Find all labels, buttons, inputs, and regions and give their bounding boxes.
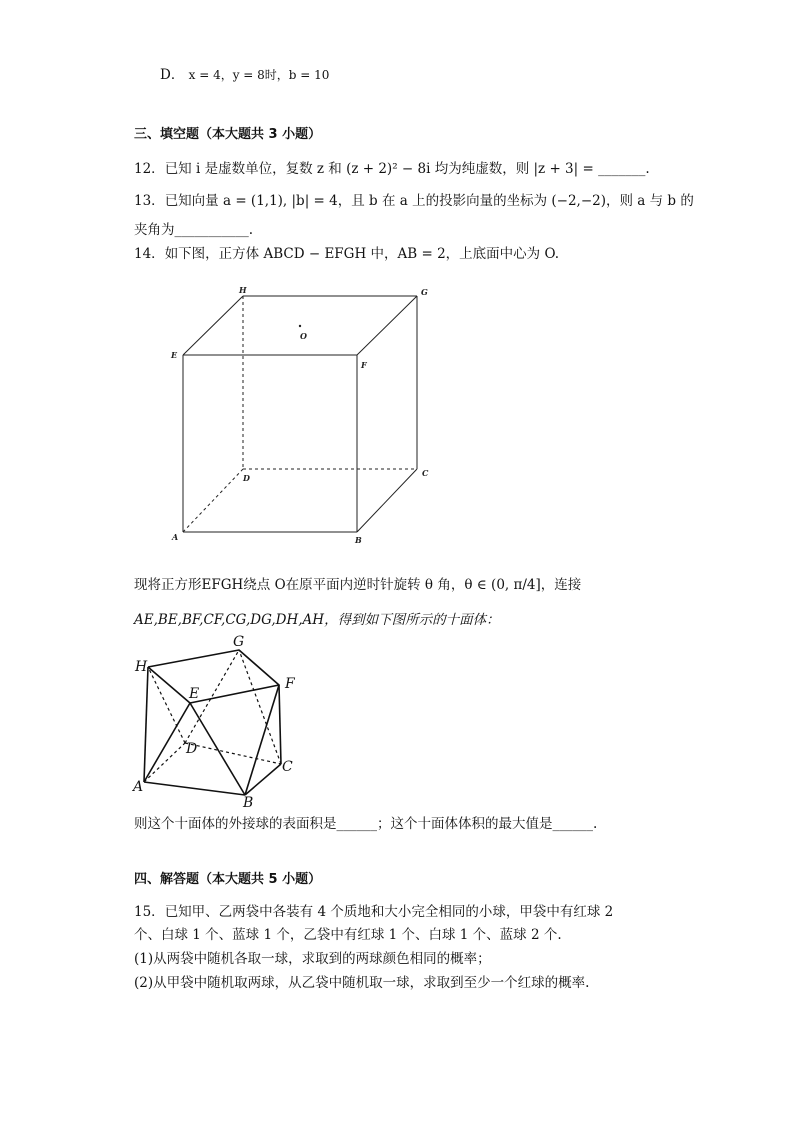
- option-d-text: x = 4，y = 8时，b = 10: [188, 68, 330, 82]
- cube-label-g: G: [421, 287, 428, 297]
- cube-label-o: O: [300, 331, 307, 341]
- q12-text: 已知 i 是虚数单位，复数 z 和 (z + 2)² − 8i 均为纯虚数，则 |z + 3| = _______.: [164, 161, 650, 177]
- option-d: [160, 66, 329, 84]
- question-14-line-1: [134, 245, 559, 263]
- deca-edge-ah: [144, 667, 148, 782]
- cube-edge-cb: [357, 469, 417, 532]
- option-d-label: D．: [160, 67, 185, 83]
- cube-center-o-dot: [299, 325, 301, 327]
- q14-line1: 如下图，正方体 ABCD − EFGH 中，AB = 2，上底面中心为 O.: [164, 246, 560, 262]
- cube-label-b: B: [355, 535, 362, 545]
- deca-edge-ad: [144, 743, 185, 782]
- deca-edge-bf: [245, 685, 279, 795]
- q15-number: 15．: [134, 904, 165, 920]
- deca-edge-ab: [144, 782, 245, 795]
- q13-line2: 夹角为___________.: [134, 222, 254, 238]
- question-13-line-1: [134, 192, 694, 210]
- q15-part1: (1)从两袋中随机各取一球，求取到的两球颜色相同的概率；: [134, 951, 491, 967]
- deca-label-c: C: [282, 759, 293, 775]
- cube-label-f: F: [361, 360, 367, 370]
- deca-label-g: G: [233, 634, 245, 650]
- cube-figure: [160, 280, 450, 550]
- cube-label-d: D: [243, 473, 250, 483]
- section-3-heading: 三、填空题（本大题共 3 小题）: [134, 127, 322, 142]
- deca-edge-cf: [279, 685, 281, 764]
- q14-number: 14．: [134, 246, 165, 262]
- q15-part2: (2)从甲袋中随机取两球，从乙袋中随机取一球，求取到至少一个红球的概率.: [134, 975, 590, 991]
- deca-label-f: F: [285, 676, 295, 692]
- q15-line2: 个、白球 1 个、蓝球 1 个，乙袋中有红球 1 个、白球 1 个、蓝球 2 个.: [134, 927, 562, 943]
- cube-label-c: C: [422, 468, 429, 478]
- q13-line1: 已知向量 a = (1,1), |b| = 4，且 b 在 a 上的投影向量的坐标为 (−2,−2)，则 a 与 b 的: [164, 193, 694, 209]
- deca-edge-dh: [148, 667, 185, 743]
- decahedron-figure: [130, 632, 310, 810]
- q15-line1: 已知甲、乙两袋中各装有 4 个质地和大小完全相同的小球，甲袋中有红球 2: [164, 904, 614, 920]
- deca-edge-be: [190, 703, 245, 795]
- deca-edge-ae: [144, 703, 190, 782]
- q14-line3: AE,BE,BF,CF,CG,DG,DH,AH，得到如下图所示的十面体：: [134, 612, 500, 628]
- cube-edge-da: [183, 469, 243, 532]
- deca-label-b: B: [243, 795, 254, 810]
- question-15-line-1: [134, 903, 613, 921]
- q14-line4: 则这个十面体的外接球的表面积是______；这个十面体体积的最大值是______.: [134, 816, 598, 832]
- deca-edge-dc: [185, 743, 281, 764]
- q13-number: 13．: [134, 193, 165, 209]
- section-4-heading: 四、解答题（本大题共 5 小题）: [134, 872, 322, 887]
- cube-label-a: A: [172, 532, 179, 542]
- deca-label-d: D: [186, 741, 198, 757]
- deca-label-e: E: [189, 686, 200, 702]
- deca-label-a: A: [133, 779, 144, 795]
- question-12: [134, 160, 650, 178]
- q14-line2: 现将正方形EFGH绕点 O在原平面内逆时针旋转 θ 角，θ ∈ (0, π/4]，连接: [134, 577, 582, 593]
- cube-label-h: H: [239, 285, 247, 295]
- q12-number: 12．: [134, 161, 165, 177]
- cube-label-e: E: [171, 350, 178, 360]
- cube-edge-gf: [357, 296, 417, 355]
- deca-label-h: H: [135, 659, 148, 675]
- cube-edge-eh: [183, 296, 243, 355]
